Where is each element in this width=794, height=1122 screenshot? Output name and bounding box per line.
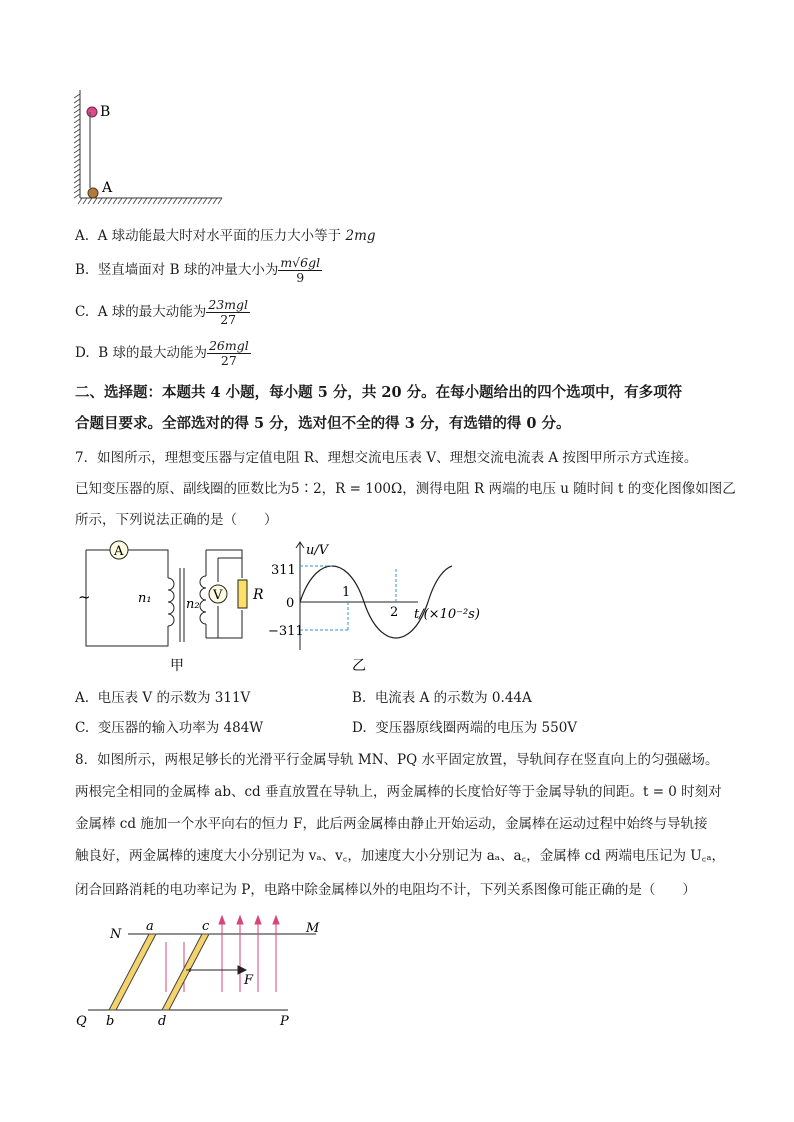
rod-ab [109, 934, 156, 1010]
q8-stem-5: 闭合回路消耗的电功率记为 P，电路中除金属棒以外的电阻均不计，下列关系图像可能正确的是（ ） [75, 882, 696, 898]
q6-figure [72, 86, 232, 208]
q7-stem-3: 所示，下列说法正确的是（ ） [75, 512, 278, 528]
q7-option-c: C. 变压器的输入功率为 484W [75, 720, 264, 736]
t-axis-label: t/(×10⁻²s) [414, 607, 480, 622]
q7-stem-1: 7．如图所示，理想变压器与定值电阻 R、理想交流电压表 V、理想交流电流表 A 按图甲所示方式连接。 [75, 450, 698, 466]
label-d-end: d [158, 1014, 167, 1029]
label-b: B [100, 104, 111, 120]
q8-rails-figure [74, 912, 334, 1034]
ball-b [87, 107, 97, 117]
q7-circuit-figure [76, 538, 276, 678]
q8-stem-3: 金属棒 cd 施加一个水平向右的恒力 F，此后两金属棒由静止开始运动，金属棒在运动过程中始终与导轨接 [75, 816, 708, 832]
q7-option-d: D. 变压器原线圈两端的电压为 550V [352, 720, 578, 736]
resistor-symbol [238, 580, 247, 608]
label-n: N [110, 927, 122, 942]
q8-stem-1: 8．如图所示，两根足够长的光滑平行金属导轨 MN、PQ 水平固定放置，导轨间存在竖直向上的匀强磁场。 [75, 752, 719, 768]
caption-jia: 甲 [170, 658, 184, 674]
u-axis-label: u/V [306, 543, 329, 558]
tick-311: 311 [271, 563, 296, 578]
label-c-end: c [202, 919, 210, 934]
force-arrow [186, 966, 246, 974]
label-a-end: a [146, 919, 154, 934]
label-m: M [306, 921, 320, 936]
tick-t-1: 1 [342, 585, 351, 600]
rod-cd [162, 934, 209, 1010]
caption-yi: 乙 [352, 658, 366, 674]
voltmeter-label: V [213, 588, 223, 603]
q6-option-a: A. A 球动能最大时对水平面的压力大小等于 2mg [75, 228, 376, 244]
q6-option-c: C. A 球的最大动能为 $\frac{\text{23mgl}}{27}$ [75, 297, 249, 327]
q6-option-b: B. 竖直墙面对 B 球的冲量大小为 $\frac{m√6gl}{9}$ [75, 255, 321, 285]
q7-option-a: A. 电压表 V 的示数为 311V [75, 690, 251, 706]
tick-0: 0 [286, 596, 295, 611]
label-q: Q [76, 1014, 87, 1029]
tick-neg-311: −311 [268, 624, 304, 639]
n2-label: n₂ [186, 597, 200, 612]
q8-stem-2: 两根完全相同的金属棒 ab、cd 垂直放置在导轨上，两金属棒的长度恰好等于金属导轨的间距。t = 0 时刻对 [75, 784, 722, 800]
label-f: F [244, 973, 254, 988]
q8-stem-4: 触良好，两金属棒的速度大小分别记为 vₐ、v꜀，加速度大小分别记为 aₐ、a꜀，金属棒 cd 两端电压记为 U꜀ₐ， [75, 848, 726, 864]
q6-option-d: D. B 球的最大动能为 $\frac{\text{26mgl}}{27}$ [75, 338, 249, 368]
section-2-line-1: 二、选择题：本题共 4 小题，每小题 5 分，共 20 分。在每小题给出的四个选项中，有多项符 [75, 384, 683, 401]
label-b-end: b [106, 1014, 115, 1029]
ball-a [88, 188, 98, 198]
resistor-label: R [253, 587, 264, 603]
label-a: A [102, 180, 113, 196]
section-2-line-2: 合题目要求。全部选对的得 5 分，选对但不全的得 3 分，有选错的得 0 分。 [75, 415, 571, 432]
q7-voltage-graph [268, 538, 488, 678]
tick-t-2: 2 [390, 605, 399, 620]
ac-source-label: ~ [78, 588, 91, 606]
q7-stem-2: 已知变压器的原、副线圈的匝数比为5∶2，R = 100Ω，测得电阻 R 两端的电压 u 随时间 t 的变化图像如图乙 [75, 481, 736, 497]
label-p: P [280, 1014, 289, 1029]
ammeter-label: A [114, 544, 124, 559]
q7-option-b: B. 电流表 A 的示数为 0.44A [352, 690, 532, 706]
n1-label: n₁ [138, 591, 152, 606]
